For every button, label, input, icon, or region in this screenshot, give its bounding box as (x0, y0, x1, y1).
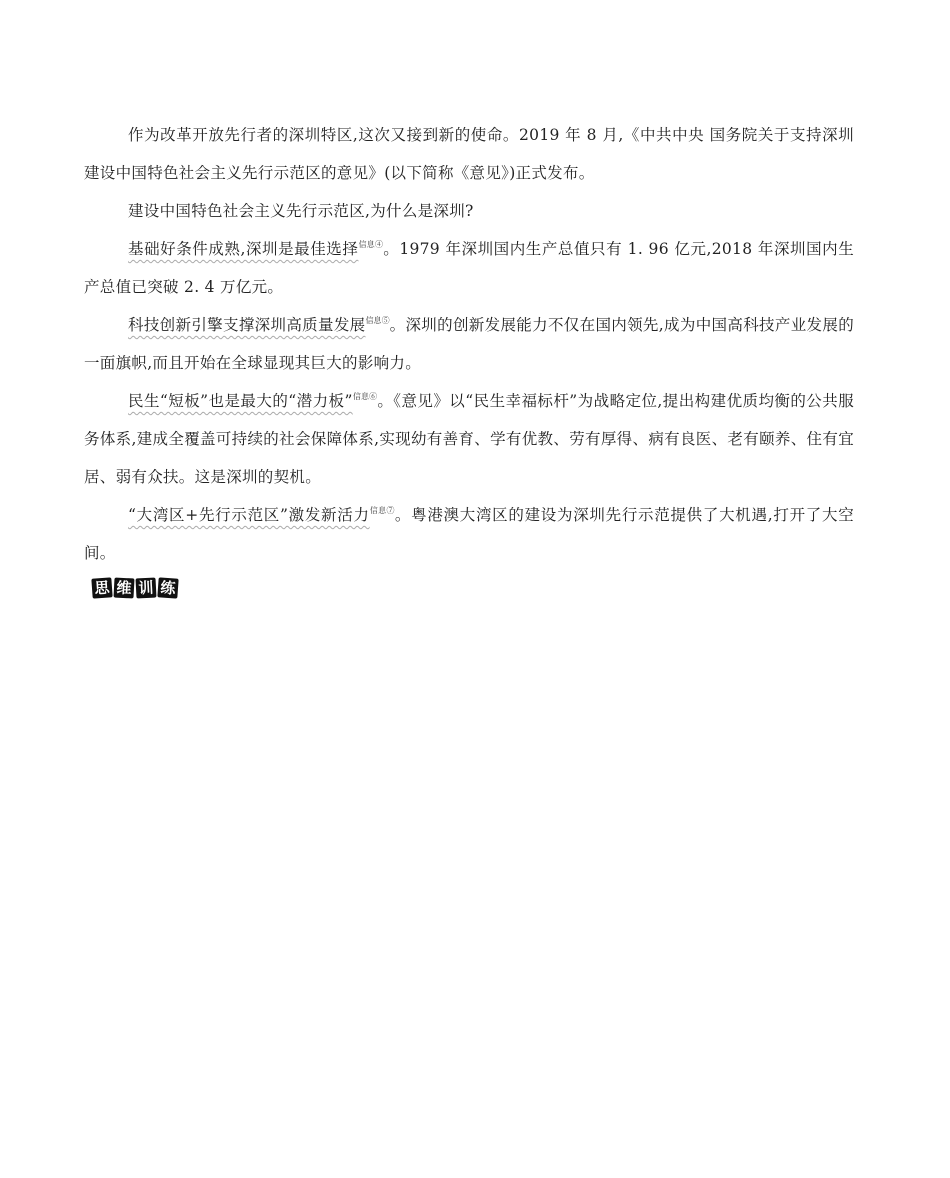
paragraph-info-6 (84, 382, 854, 496)
paragraph-intro-text: 作为改革开放先行者的深圳特区,这次又接到新的使命。2019 年 8 月,《中共中央 国务院关于支持深圳建设中国特色社会主义先行示范区的意见》(以下简称《意见》)正式发布。 (84, 126, 854, 182)
badge-char: 思 (91, 577, 112, 598)
info-5-marker: 信息⑤ (365, 316, 390, 325)
info-6-heading: 民生“短板”也是最大的“潜力板” (128, 392, 353, 410)
paragraph-question (84, 192, 854, 230)
info-4-marker: 信息④ (358, 240, 384, 249)
info-6-marker: 信息⑥ (352, 392, 378, 401)
section-badge-thinking-training (92, 578, 178, 598)
paragraph-intro (84, 116, 854, 192)
badge-char: 训 (135, 577, 156, 598)
badge-char: 练 (157, 577, 178, 598)
info-4-heading: 基础好条件成熟,深圳是最佳选择 (128, 240, 359, 258)
paragraph-info-4 (84, 230, 854, 306)
paragraph-question-text: 建设中国特色社会主义先行示范区,为什么是深圳? (128, 202, 474, 220)
info-6-body: 。《意见》以“民生幸福标杆”为战略定位,提出构建优质均衡的公共服务体系,建成全覆盖可持续的社会保障体系,实现幼有善育、学有优教、劳有厚得、病有良医、老有颐养、住有宜居、弱有众扶。这是深圳的契机。 (84, 392, 855, 486)
badge-char: 维 (113, 577, 134, 598)
info-7-body: 。粤港澳大湾区的建设为深圳先行示范提供了大机遇,打开了大空间。 (84, 506, 855, 562)
paragraph-info-5 (84, 306, 854, 382)
info-7-heading: “大湾区+先行示范区”激发新活力 (128, 506, 370, 524)
info-5-body: 。深圳的创新发展能力不仅在国内领先,成为中国高科技产业发展的一面旗帜,而且开始在全球显现其巨大的影响力。 (84, 316, 854, 372)
info-4-body: 。1979 年深圳国内生产总值只有 1. 96 亿元,2018 年深圳国内生产总值已突破 2. 4 万亿元。 (84, 240, 855, 296)
paragraph-info-7 (84, 496, 854, 572)
info-5-heading: 科技创新引擎支撑深圳高质量发展 (128, 316, 366, 334)
info-7-marker: 信息⑦ (369, 506, 395, 515)
